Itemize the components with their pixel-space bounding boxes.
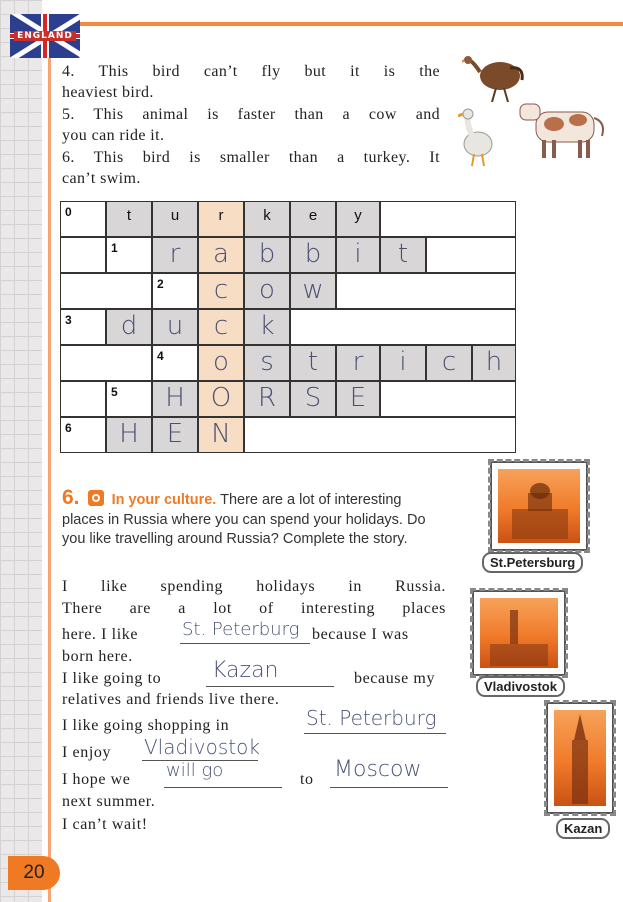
cell-empty xyxy=(60,237,106,273)
cell-answer: h xyxy=(472,345,516,381)
cell-letter: e xyxy=(290,201,336,237)
culture-icon xyxy=(88,490,104,506)
story-line-5a: I like going to xyxy=(62,670,162,687)
cell-number: 1 xyxy=(106,237,152,273)
cell-number: 5 xyxy=(106,381,152,417)
caption-st-petersburg: St.Petersburg xyxy=(482,552,583,573)
cell-answer: b xyxy=(290,237,336,273)
cell-letter: r xyxy=(198,201,244,237)
answer-4: Vladivostok xyxy=(144,735,260,759)
cell-answer: a xyxy=(198,237,244,273)
cell-answer: d xyxy=(106,309,152,345)
cell-answer: c xyxy=(198,309,244,345)
photo-st-petersburg xyxy=(490,461,588,551)
cell-empty xyxy=(60,345,152,381)
clue-5-line2: you can ride it. xyxy=(62,127,165,144)
cell-answer: H xyxy=(152,381,198,417)
margin-rule xyxy=(48,22,51,902)
cathedral-icon xyxy=(498,469,580,543)
cell-answer: H xyxy=(106,417,152,453)
cell-answer: i xyxy=(336,237,380,273)
goose-icon xyxy=(458,108,498,168)
photo-vladivostok xyxy=(472,590,566,676)
cell-empty xyxy=(60,381,106,417)
grid-margin-strip xyxy=(0,0,42,902)
cell-answer: E xyxy=(336,381,380,417)
cell-number: 6 xyxy=(60,417,106,453)
story-line-5b: because my xyxy=(354,670,436,687)
cell-answer: E xyxy=(152,417,198,453)
story-line-6: relatives and friends live there. xyxy=(62,691,280,708)
answer-6: Moscow xyxy=(334,757,422,782)
cell-empty xyxy=(60,273,152,309)
clue-4-line2: heaviest bird. xyxy=(62,84,154,101)
cell-answer: u xyxy=(152,309,198,345)
section-intro: There are a lot of interesting places in Russia where you can spend your holidays. Do you like travelling around Russia? Complete the story. xyxy=(62,492,426,547)
cell-empty xyxy=(426,237,516,273)
caption-kazan: Kazan xyxy=(556,818,610,839)
clue-5-line1: 5. This animal is faster than a cow and xyxy=(62,106,440,123)
cell-answer: r xyxy=(152,237,198,273)
blank-2 xyxy=(206,686,334,687)
header-rule xyxy=(60,22,623,26)
tower-icon xyxy=(554,710,606,806)
story-line-9b: to xyxy=(300,771,314,788)
cell-letter: t xyxy=(106,201,152,237)
page-number: 20 xyxy=(8,856,60,890)
story-line-2: There are a lot of interesting places xyxy=(62,600,446,617)
cell-answer: c xyxy=(198,273,244,309)
story-line-8: I enjoy xyxy=(62,744,112,761)
cell-answer: N xyxy=(198,417,244,453)
crossword-grid xyxy=(60,201,516,453)
cell-answer: r xyxy=(336,345,380,381)
story-line-11: I can’t wait! xyxy=(62,816,148,833)
blank-6 xyxy=(330,787,448,788)
cell-answer: o xyxy=(244,273,290,309)
photo-kazan xyxy=(546,702,614,814)
cell-empty xyxy=(290,309,516,345)
cell-answer: s xyxy=(244,345,290,381)
blank-3 xyxy=(304,733,446,734)
story-line-9a: I hope we xyxy=(62,771,131,788)
section-number: 6. xyxy=(62,486,80,509)
cell-empty xyxy=(380,381,516,417)
story-line-3b: because I was xyxy=(312,626,409,643)
answer-2: Kazan xyxy=(212,658,279,683)
cell-letter: u xyxy=(152,201,198,237)
cell-empty xyxy=(244,417,516,453)
cell-letter: y xyxy=(336,201,380,237)
blank-1 xyxy=(180,643,310,644)
cell-answer: k xyxy=(244,309,290,345)
cell-number: 3 xyxy=(60,309,106,345)
clue-6-line1: 6. This bird is smaller than a turkey. It xyxy=(62,149,440,166)
cell-number: 2 xyxy=(152,273,198,309)
cell-answer: c xyxy=(426,345,472,381)
flag-label: ENGLAND xyxy=(14,31,76,41)
cell-answer: o xyxy=(198,345,244,381)
clue-6-line2: can’t swim. xyxy=(62,170,141,187)
answer-5: will go xyxy=(166,760,224,781)
cell-answer: S xyxy=(290,381,336,417)
cell-empty xyxy=(380,201,516,237)
section-6-instructions xyxy=(62,488,446,550)
cell-empty xyxy=(336,273,516,309)
story-line-3a: here. I like xyxy=(62,626,139,643)
answer-1: St. Peterburg xyxy=(182,619,300,640)
cell-number: 0 xyxy=(60,201,106,237)
cell-answer: t xyxy=(380,237,426,273)
cow-icon xyxy=(514,96,610,162)
cell-answer: i xyxy=(380,345,426,381)
clue-4-line1: 4. This bird can’t fly but it is the xyxy=(62,63,440,80)
cell-answer: O xyxy=(198,381,244,417)
story-line-7: I like going shopping in xyxy=(62,717,230,734)
caption-vladivostok: Vladivostok xyxy=(476,676,565,697)
story-line-4: born here. xyxy=(62,648,133,665)
monument-icon xyxy=(480,598,558,668)
story-line-10: next summer. xyxy=(62,793,156,810)
story-line-1: I like spending holidays in Russia. xyxy=(62,578,446,595)
section-title: In your culture. xyxy=(111,492,217,508)
blank-5 xyxy=(164,787,282,788)
cell-number: 4 xyxy=(152,345,198,381)
answer-3: St. Peterburg xyxy=(306,706,437,730)
cell-answer: w xyxy=(290,273,336,309)
cell-answer: t xyxy=(290,345,336,381)
cell-answer: R xyxy=(244,381,290,417)
cell-answer: b xyxy=(244,237,290,273)
cell-letter: k xyxy=(244,201,290,237)
